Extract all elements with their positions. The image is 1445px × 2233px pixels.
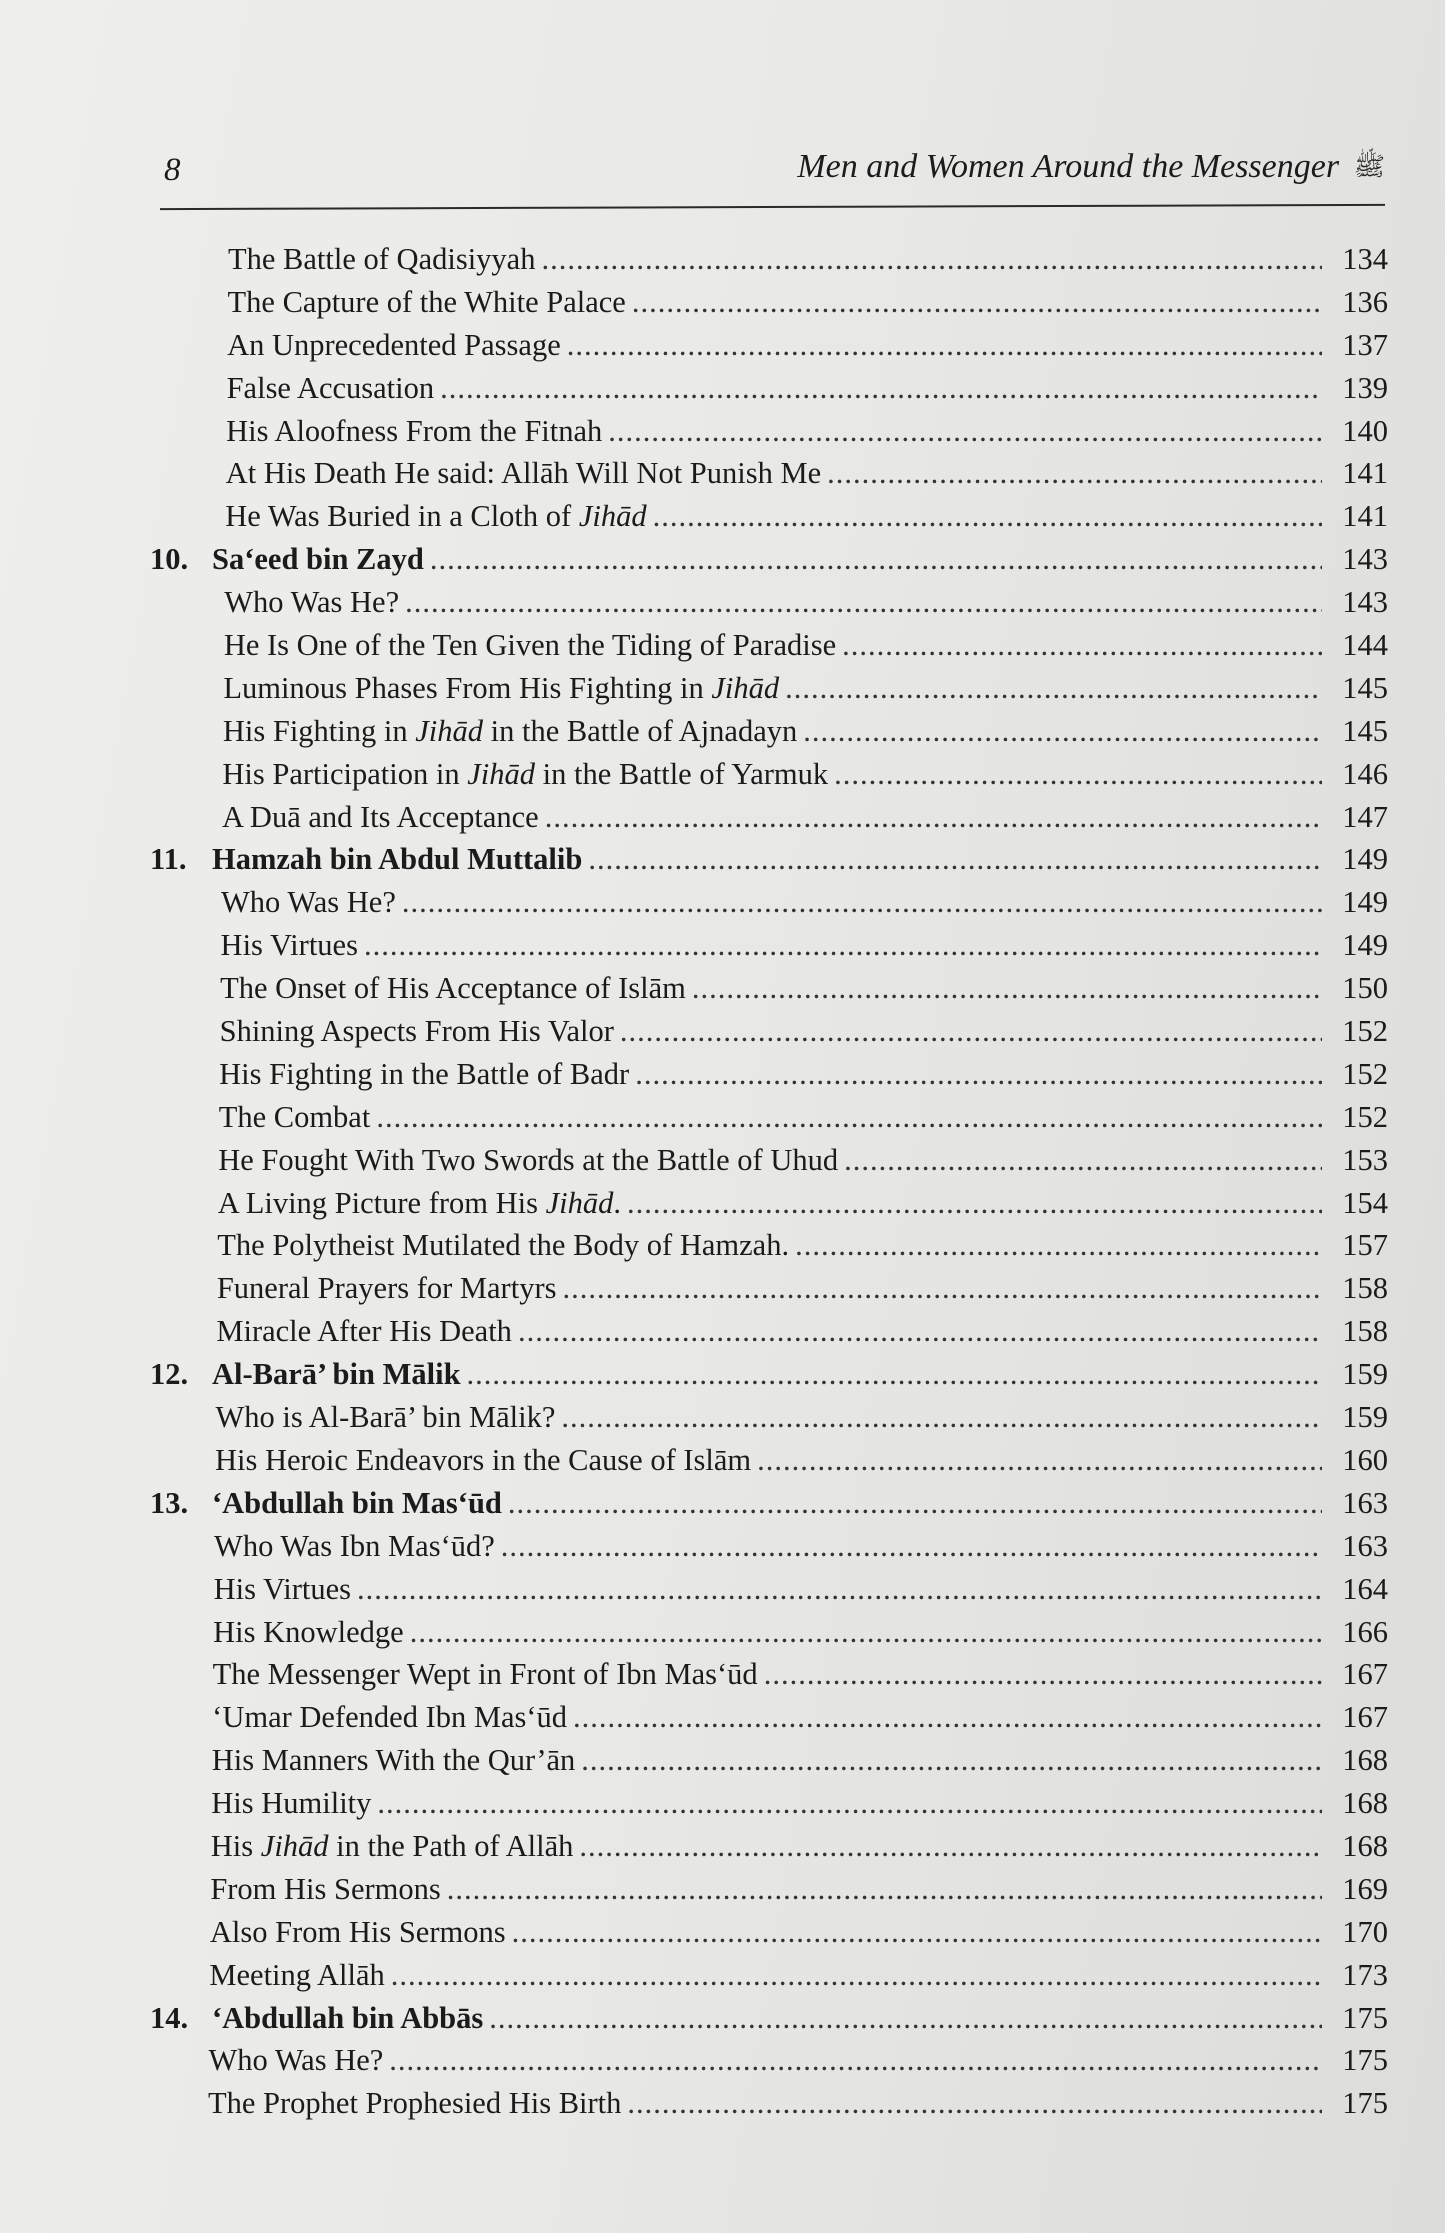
toc-section-row: [150, 452, 1388, 495]
toc-entry-title: [212, 1739, 576, 1782]
toc-entry-title: [211, 1825, 574, 1868]
dot-leader: [430, 538, 1322, 581]
toc-page-number: 149: [1342, 842, 1388, 877]
toc-page-number: 150: [1342, 971, 1388, 1006]
toc-page-number: 167: [1342, 1657, 1388, 1692]
toc-page-number: 175: [1342, 2000, 1388, 2035]
toc-page-number: 158: [1342, 1271, 1388, 1306]
dot-leader: [764, 1653, 1322, 1696]
dot-leader: [653, 495, 1322, 538]
toc-section-row: [150, 324, 1388, 367]
toc-entry-title-text: He Fought With Two Swords at the Battle of Uhud: [218, 1142, 839, 1177]
toc-section-row: [150, 1224, 1388, 1267]
toc-entry-title: [211, 1782, 371, 1825]
toc-entry-title-text: His Participation in: [222, 756, 468, 791]
toc-entry-title-text: He Was Buried in a Cloth of: [225, 499, 579, 534]
toc-page-number: 137: [1342, 327, 1388, 362]
page-number: 8: [164, 152, 181, 188]
toc-page-number: 167: [1342, 1700, 1388, 1735]
toc-entry-title-text: Luminous Phases From His Fighting in: [223, 670, 712, 705]
toc-entry-title: [212, 1696, 567, 1739]
toc-page-number: 173: [1342, 1957, 1388, 1992]
toc-page-number: 168: [1342, 1786, 1388, 1821]
toc-entry-title-text: The Capture of the White Palace: [227, 284, 626, 319]
toc-entry-title-text: The Combat: [218, 1099, 371, 1134]
toc-section-row: [150, 967, 1388, 1010]
toc-entry-title: [215, 1396, 555, 1439]
dot-leader: [581, 1739, 1322, 1782]
toc-section-row: [150, 495, 1388, 538]
toc-entry-title-text: ‘Umar Defended Ibn Mas‘ūd: [212, 1700, 568, 1735]
dot-leader: [377, 1782, 1322, 1825]
header-rule: [160, 204, 1385, 210]
toc-page-number: 141: [1342, 456, 1388, 491]
dot-leader: [561, 1396, 1322, 1439]
toc-page-number: 144: [1342, 628, 1388, 663]
toc-entry-title: [225, 495, 646, 538]
dot-leader: [512, 1911, 1322, 1954]
toc-entry-title-text: Who is Al-Barā’ bin Mālik?: [215, 1400, 556, 1435]
toc-entry-title-text: The Polytheist Mutilated the Body of Hamzah.: [217, 1228, 790, 1263]
toc-entry-title-text: Funeral Prayers for Martyrs: [216, 1271, 557, 1306]
toc-page-number: 136: [1342, 284, 1388, 319]
toc-entry-title-text: ‘Abdullah bin Mas‘ūd: [212, 1485, 502, 1520]
dot-leader: [692, 967, 1322, 1010]
toc-entry-title-text: His Virtues: [220, 928, 358, 963]
toc-page-number: 147: [1342, 799, 1388, 834]
dot-leader: [357, 1568, 1322, 1611]
toc-entry-title: [217, 1267, 557, 1310]
toc-page-number: 143: [1342, 542, 1388, 577]
toc-entry-title-text: ‘Abdullah bin Abbās: [212, 2000, 484, 2035]
toc-section-row: [150, 1568, 1388, 1611]
dot-leader: [834, 753, 1322, 796]
chapter-number: 14.: [150, 2000, 189, 2035]
toc-entry-title-text: An Unprecedented Passage: [227, 327, 561, 362]
toc-page-number: 159: [1342, 1400, 1388, 1435]
page-header: [160, 148, 1385, 198]
toc-entry-title: [227, 367, 435, 410]
toc-entry-title-text: From His Sermons: [210, 1871, 441, 1906]
toc-entry-title: [219, 1053, 629, 1096]
toc-section-row: [150, 1310, 1388, 1353]
dot-leader: [588, 838, 1322, 881]
toc-page-number: 175: [1342, 2086, 1388, 2121]
toc-section-row: [150, 667, 1388, 710]
dot-leader: [827, 452, 1322, 495]
toc-page-number: 154: [1342, 1185, 1388, 1220]
toc-entry-title: [216, 1310, 512, 1353]
toc-entry-title: [220, 967, 686, 1010]
toc-section-row: [150, 881, 1388, 924]
toc-page-number: 158: [1342, 1314, 1388, 1349]
toc-section-row: [150, 1182, 1388, 1225]
toc-chapter-row: [150, 538, 1388, 581]
toc-section-row: [150, 1954, 1388, 1997]
chapter-number: 13.: [150, 1485, 189, 1520]
dot-leader: [627, 1182, 1322, 1225]
dot-leader: [757, 1439, 1322, 1482]
toc-entry-title: [228, 238, 535, 281]
toc-entry-title: [226, 410, 602, 453]
toc-section-row: [150, 238, 1388, 281]
toc-page-number: 134: [1342, 242, 1388, 276]
toc-entry-title: [208, 2082, 621, 2125]
toc-entry-title-rest: in the Path of Allāh: [328, 1828, 574, 1863]
dot-leader: [501, 1525, 1322, 1568]
toc-entry-title: [212, 838, 582, 881]
toc-entry-title: [212, 1353, 461, 1396]
toc-section-row: [150, 1525, 1388, 1568]
toc-entry-title-text: The Messenger Wept in Front of Ibn Mas‘ūd: [212, 1657, 758, 1692]
toc-entry-title: [220, 1010, 614, 1053]
toc-entry-title-text: Who Was He?: [208, 2043, 384, 2078]
toc-entry-title: [218, 1182, 621, 1225]
dot-leader: [635, 1053, 1322, 1096]
running-title: [797, 148, 1385, 188]
dot-leader: [620, 1010, 1322, 1053]
toc-entry-title-text: The Prophet Prophesied His Birth: [208, 2086, 622, 2121]
toc-page-number: 175: [1342, 2043, 1388, 2078]
toc-entry-title: [214, 1525, 495, 1568]
toc-section-row: [150, 1267, 1388, 1310]
toc-entry-title-text: Who Was He?: [224, 585, 400, 620]
toc-section-row: [150, 2039, 1388, 2082]
dot-leader: [405, 581, 1322, 624]
toc-section-row: [150, 1053, 1388, 1096]
toc-section-row: [150, 1696, 1388, 1739]
toc-entry-title: [228, 281, 626, 324]
dot-leader: [447, 1868, 1322, 1911]
dot-leader: [545, 796, 1322, 839]
dot-leader: [627, 2082, 1322, 2125]
dot-leader: [364, 924, 1322, 967]
toc-section-row: [150, 753, 1388, 796]
toc-page-number: 152: [1342, 1099, 1388, 1134]
dot-leader: [562, 1267, 1322, 1310]
toc-entry-title: [224, 581, 399, 624]
toc-entry-title-text: A Duā and Its Acceptance: [221, 799, 539, 834]
toc-page-number: 152: [1342, 1014, 1388, 1049]
toc-entry-title-text: He Is One of the Ten Given the Tiding of Paradise: [223, 628, 837, 663]
toc-section-row: [150, 367, 1388, 410]
toc-entry-title-text: Sa‘eed bin Zayd: [212, 542, 424, 577]
toc-page-number: 170: [1342, 1914, 1388, 1949]
toc-entry-title: [217, 1224, 789, 1267]
toc-entry-title-text: His Virtues: [213, 1571, 351, 1606]
toc-entry-title: [227, 324, 561, 367]
toc-entry-title-text: Shining Aspects From His Valor: [219, 1014, 614, 1049]
salutation-seal-icon: ﷺ: [1353, 152, 1385, 182]
toc-page-number: 163: [1342, 1485, 1388, 1520]
toc-page-number: 152: [1342, 1056, 1388, 1091]
toc-entry-title-rest: in the Battle of Yarmuk: [535, 756, 829, 791]
toc-entry-title-text: False Accusation: [226, 370, 435, 405]
toc-entry-title: [218, 1139, 838, 1182]
dot-leader: [410, 1611, 1322, 1654]
toc-entry-title: [210, 1911, 506, 1954]
book-title: Men and Women Around the Messenger: [797, 148, 1340, 185]
toc-entry-title-text: The Onset of His Acceptance of Islām: [220, 971, 686, 1006]
toc-section-row: [150, 1396, 1388, 1439]
toc-chapter-row: [150, 1353, 1388, 1396]
toc-page-number: 168: [1342, 1743, 1388, 1778]
toc-section-row: [150, 1010, 1388, 1053]
toc-page-number: 145: [1342, 670, 1388, 705]
toc-page-number: 141: [1342, 499, 1388, 534]
chapter-number: 12.: [150, 1357, 189, 1392]
dot-leader: [803, 710, 1322, 753]
toc-entry-title-text: Also From His Sermons: [209, 1914, 506, 1949]
dot-leader: [467, 1353, 1322, 1396]
toc-page-number: 169: [1342, 1871, 1388, 1906]
toc-entry-title-text: His Fighting in: [222, 713, 416, 748]
toc-entry-title: [224, 624, 836, 667]
toc-section-row: [150, 1653, 1388, 1696]
toc-chapter-row: [150, 1482, 1388, 1525]
toc-page-number: 140: [1342, 413, 1388, 448]
table-of-contents: [150, 238, 1388, 2125]
toc-entry-title: [221, 881, 396, 924]
toc-section-row: [150, 1825, 1388, 1868]
toc-section-row: [150, 624, 1388, 667]
toc-entry-title: [223, 667, 779, 710]
toc-entry-title-rest: .: [613, 1185, 622, 1220]
toc-page-number: 164: [1342, 1571, 1388, 1606]
toc-entry-title: [213, 1653, 758, 1696]
toc-entry-title-text: Meeting Allāh: [209, 1957, 385, 1992]
toc-entry-italic-term: Jihād: [415, 713, 483, 748]
chapter-number: 10.: [150, 542, 189, 577]
toc-entry-title: [210, 1868, 440, 1911]
dot-leader: [489, 1997, 1322, 2040]
toc-entry-title-text: A Living Picture from His: [217, 1185, 546, 1220]
toc-section-row: [150, 1439, 1388, 1482]
dot-leader: [391, 1954, 1322, 1997]
toc-entry-title-text: Who Was Ibn Mas‘ūd?: [214, 1528, 495, 1563]
toc-entry-title-text: The Battle of Qadisiyyah: [228, 242, 536, 276]
toc-entry-title: [208, 2039, 383, 2082]
toc-section-row: [150, 1739, 1388, 1782]
toc-entry-italic-term: Jihād: [711, 670, 780, 705]
toc-page-number: 149: [1342, 885, 1388, 920]
dot-leader: [440, 367, 1322, 410]
toc-entry-title: [223, 710, 797, 753]
dot-leader: [389, 2039, 1322, 2082]
toc-entry-italic-term: Jihād: [467, 756, 535, 791]
toc-section-row: [150, 2082, 1388, 2125]
toc-section-row: [150, 1096, 1388, 1139]
dot-leader: [842, 624, 1322, 667]
toc-page-number: 153: [1342, 1142, 1388, 1177]
toc-section-row: [150, 1911, 1388, 1954]
dot-leader: [573, 1696, 1322, 1739]
dot-leader: [567, 324, 1322, 367]
dot-leader: [518, 1310, 1322, 1353]
toc-section-row: [150, 1782, 1388, 1825]
dot-leader: [785, 667, 1322, 710]
toc-entry-title: [219, 1096, 371, 1139]
toc-entry-title-rest: in the Battle of Ajnadayn: [483, 713, 798, 748]
toc-entry-title-text: His Heroic Endeavors in the Cause of Islām: [214, 1442, 752, 1477]
toc-page-number: 146: [1342, 756, 1388, 791]
dot-leader: [632, 281, 1322, 324]
chapter-number: 11.: [150, 842, 187, 877]
dot-leader: [795, 1224, 1322, 1267]
toc-entry-italic-term: Jihād: [260, 1828, 329, 1863]
toc-entry-title: [209, 1954, 384, 1997]
toc-entry-title: [214, 1568, 351, 1611]
toc-entry-title: [212, 538, 424, 581]
toc-entry-title-text: Who Was He?: [221, 885, 396, 920]
toc-entry-title-text: His Fighting in the Battle of Badr: [219, 1056, 630, 1091]
toc-section-row: [150, 796, 1388, 839]
toc-section-row: [150, 1611, 1388, 1654]
toc-page-number: 139: [1342, 370, 1388, 405]
toc-page-number: 159: [1342, 1357, 1388, 1392]
toc-section-row: [150, 924, 1388, 967]
toc-page-number: 143: [1342, 585, 1388, 620]
toc-entry-title: [213, 1611, 404, 1654]
toc-entry-title-text: Hamzah bin Abdul Muttalib: [212, 842, 583, 877]
toc-entry-title-text: His Manners With the Qur’ān: [211, 1743, 576, 1778]
toc-entry-italic-term: Jihād: [545, 1185, 614, 1220]
toc-section-row: [150, 581, 1388, 624]
toc-page-number: 163: [1342, 1528, 1388, 1563]
toc-page-number: 149: [1342, 928, 1388, 963]
toc-chapter-row: [150, 838, 1388, 881]
dot-leader: [579, 1825, 1322, 1868]
dot-leader: [376, 1096, 1322, 1139]
toc-entry-title-text: His Aloofness From the Fitnah: [226, 413, 603, 448]
toc-section-row: [150, 410, 1388, 453]
toc-entry-title: [212, 1482, 502, 1525]
toc-entry-title-text: Al-Barā’ bin Mālik: [212, 1357, 461, 1392]
dot-leader: [402, 881, 1322, 924]
toc-entry-title: [226, 452, 821, 495]
toc-page-number: 160: [1342, 1442, 1388, 1477]
toc-entry-title-text: Miracle After His Death: [216, 1314, 512, 1349]
toc-chapter-row: [150, 1997, 1388, 2040]
toc-entry-title: [221, 924, 358, 967]
toc-section-row: [150, 1139, 1388, 1182]
toc-entry-title: [222, 796, 539, 839]
toc-page-number: 168: [1342, 1828, 1388, 1863]
toc-entry-title-text: At His Death He said: Allāh Will Not Punish Me: [225, 456, 822, 491]
dot-leader: [608, 410, 1322, 453]
dot-leader: [844, 1139, 1322, 1182]
dot-leader: [541, 238, 1322, 281]
toc-page-number: 166: [1342, 1614, 1388, 1649]
toc-section-row: [150, 710, 1388, 753]
toc-section-row: [150, 1868, 1388, 1911]
toc-section-row: [150, 281, 1388, 324]
dot-leader: [508, 1482, 1322, 1525]
toc-entry-title: [215, 1439, 751, 1482]
toc-entry-title-text: His Humility: [211, 1786, 372, 1821]
toc-entry-title-text: His Knowledge: [213, 1614, 404, 1649]
toc-page-number: 145: [1342, 713, 1388, 748]
toc-entry-title-text: His: [210, 1828, 261, 1863]
toc-entry-title: [212, 1997, 483, 2040]
toc-page-number: 157: [1342, 1228, 1388, 1263]
toc-entry-title: [222, 753, 828, 796]
toc-entry-italic-term: Jihād: [578, 499, 647, 534]
